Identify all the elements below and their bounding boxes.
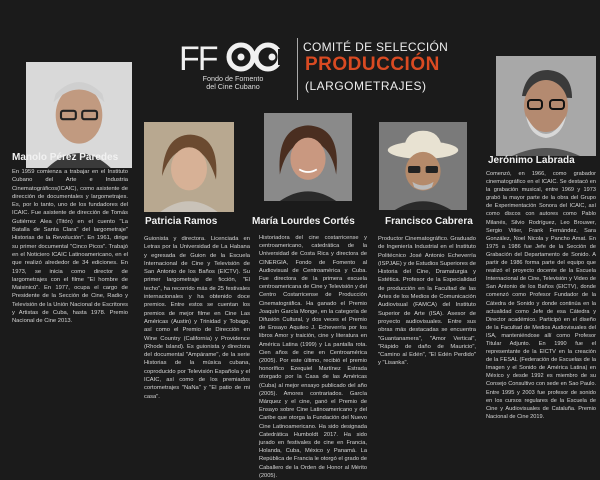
portrait-maria-lourdes-cortes [264, 113, 352, 201]
member-bio: Historiadora del cine costarricense y centroamericano, catedrática de la Universidad de Costa Rica y directora de CINERGIA, Fondo de Fomento al Audiovisual de Centroamérica y Cuba. Fue directora de la primera escuela centroamericana de Cine y Televisión y del Centro Costarricense de Producción Cinematográfica. Ha ganado el Premio Joaquín García Monge, en la categoría de Difusión Cultural, y dos veces el Premio de Ensayo Aquileo J. Echeverría por los libros Amor y traición, cine y literatura en América Latina (1999) y La pantalla rota. Cien años de cine en Centroamérica (2005). Por este último, recibió el premio honorífico Ezequiel Martínez Estrada otorgado por la Casa de las Américas (Cuba) al mejor ensayo publicado del año (2005). Amores contrariados. García Márquez y el cine, ganó el Premio de Ensayo sobre Cine Latinoamericano y del Caribe que otorga la Fundación del Nuevo Cine Latinoamericano. Ha sido designada Catedrática Humboldt 2017. Ha sido jurado en festivales de cine en Francia, Holanda, Cuba, México y Panamá. La República de Francia le otorgó el grado de Caballero de la Orden de Honor al Mérito (2005). [259, 235, 368, 479]
portrait-icon [264, 113, 352, 201]
logo-letters: FF [179, 40, 217, 78]
ffcc-logo-mark [177, 40, 289, 78]
portrait-francisco-cabrera [379, 122, 467, 210]
member-bio: Productor Cinematográfico. Graduado de Ingeniería Industrial en el Instituto Politécnico José Antonio Echeverría (ISPJAE) y de Estudios Superiores de Historia del Cine, Dramaturgia y Estética. Profesor de la Especialidad de producción en la Facultad de las Artes de los Medios de Comunicación Audiovisual (FAMCA) del Instituto Superior de Arte (ISA). Asesor de proyecto audiovisuales. Entre sus obras más destacadas se encuentra "Guantanamera", "Amor Vertical", "Rápido de daño de Mauricio", "Camino al Edén", "El Edén Perdido" y "Lisanka". [378, 236, 476, 367]
logo-subtitle-line2: del Cine Cubano [206, 82, 260, 92]
ffcc-logo [173, 40, 293, 95]
member-bio: Comenzó, en 1966, como grabador cinematográfico en el ICAIC. Se destacó en la grabación musical, entre 1969 y 1973 grabó la mayor parte de la obra del Grupo de Experimentación Sonora del ICAIC, así como discos con autores como Pablo Milanés, Silvio Rodríguez, Leo Brouwer, Sergio Vitier, Frank Fernández, Sara González, Noel Nicola y Pancho Amat. En 1975 a 1986 fue Jefe de la Sección de Grabación del Departamento de Sonido. A partir de 1986 forma parte del equipo que realizó el proyecto docente de la Escuela Internacional de Cine, Televisión y Video de San Antonio de los Baños (EICTV), donde comenzó como Profesor Fundador de la Cátedra de Sonido y donde continúa en la actualidad como Jefe de esa Cátedra y Director académico. Participó en el diseño de la Facultad de Medios Audiovisuales del ISA, manteniéndose allí como Profesor Titular Adjunto. En 1990 fue el representante de la EICTV en la creación de la FESAL (Federación de Escuelas de la Imagen y el Sonido de América Latina) en México y desde 1992 es miembro de su Consejo Consultivo con sede en Sao Paulo. Entre 1995 y 2003 fue profesor de sonido en los cursos regulares de la Escuela de Cine y Audiovisuales de Cataluña. Premio Nacional de Cine 2019. [486, 171, 596, 420]
portrait-icon [144, 122, 234, 212]
category-title: PRODUCCIÓN [305, 54, 440, 75]
subcategory-title: (LARGOMETRAJES) [305, 79, 427, 93]
member-bio: Guionista y directora. Licenciada en Letras por la Universidad de La Habana y egresada de Guion de la Escuela Internacional de Cine y Televisión de San Antonio de los Baños (EICTV). Su primer largometraje de ficción, "El techo", ha recorrido más de 25 festivales internacionales y ha obtenido doce premios. Entre estos se cuentan los premios de mejor filme en Cine Las Américas (Austin) y Trinidad y Tobago, así como el Premio de Dirección en Wine Country (California) y Providence (Rhode Island). Es guionista y directora del documental "Ampárame", de la serie Historias de la música cubana, coproducido por Televisión Española y el ICAIC, así como de los premiados cortometrajes "NaNa" y "El patio de mi casa". [144, 236, 250, 400]
member-bio: En 1959 comienza a trabajar en el Instituto Cubano del Arte e Industria Cinematográficos(ICAIC), como asistente de dirección de documentales y largometrajes. Es, por lo tanto, uno de los fundadores del ICAIC. Fue asistente de dirección de Tomás Gutiérrez Alea (Titón) en el cuento "La Batalla de Santa Clara" del largometraje" Historias de la Revolución". En 1961, dirige su primer documental "Cinco Picos". Trabajó en el Noticiero ICAIC Latinoamericano, en el que realizó alrededor de 34 ediciones. En 1973, se inicia como director de largometrajes con el filme "El hombre de Maisinicú". En 1977, ocupa el cargo de Presidente de la Sección de Cine, Radio y Televisión de la Unión Nacional de Escritores y Artistas de Cuba, hasta 1978. Premio Nacional de Cine 2013. [12, 169, 128, 325]
portrait-jeronimo-labrada [496, 56, 596, 156]
member-name: Manolo Pérez Paredes [12, 152, 119, 163]
member-name: Francisco Cabrera [385, 216, 473, 227]
member-name: María Lourdes Cortés [252, 216, 355, 227]
portrait-icon [496, 56, 596, 156]
portrait-icon [379, 122, 467, 210]
member-name: Jerónimo Labrada [488, 155, 575, 166]
member-name: Patricia Ramos [145, 216, 218, 227]
header-divider [297, 38, 298, 100]
portrait-patricia-ramos [144, 122, 234, 212]
logo-subtitle [173, 75, 293, 92]
logo-subtitle-line1: Fondo de Fomento [202, 74, 264, 83]
committee-title: COMITÉ DE SELECCIÓN [303, 40, 449, 54]
